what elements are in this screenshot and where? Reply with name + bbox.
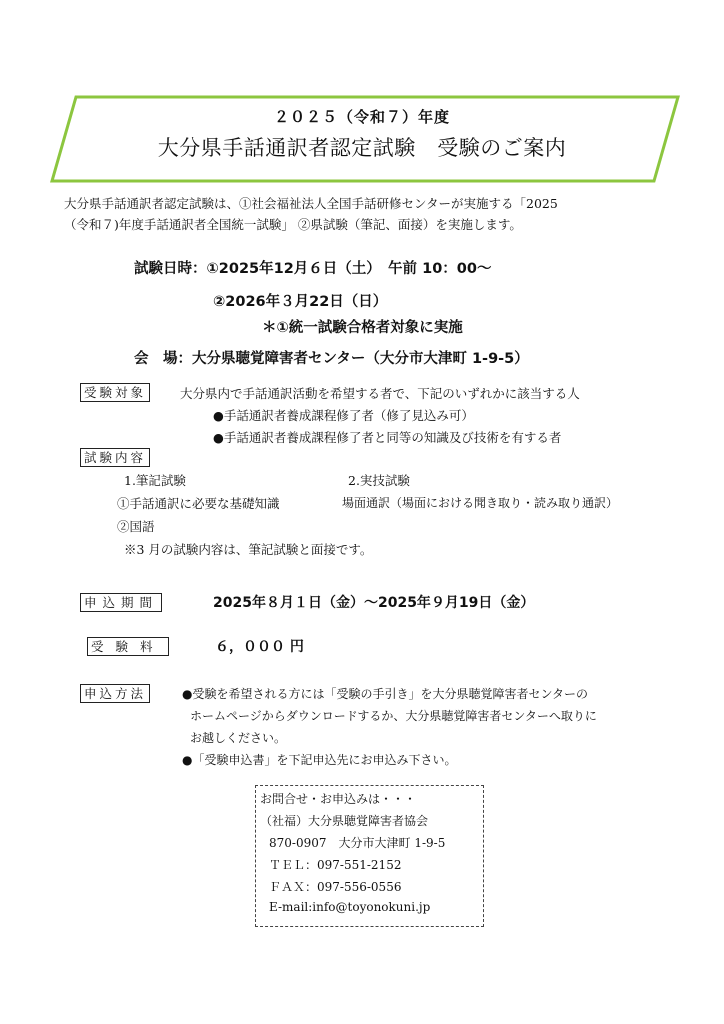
method-line: ホームページからダウンロードするか、大分県聴覚障害者センターへ取りに <box>190 709 597 723</box>
practical-item: 場面通訳（場面における聞き取り・読み取り通訳） <box>342 496 619 510</box>
contact-heading: お問合せ・お申込みは・・・ <box>260 792 417 806</box>
exam-date-2: ②2026年３月22日（日） <box>213 294 388 310</box>
fee-value: ６，０００ 円 <box>215 639 304 655</box>
practical-heading: 2.実技試験 <box>348 473 410 488</box>
venue-label: 会 場： <box>134 351 192 367</box>
content-note: ※3 月の試験内容は、筆記試験と面接です。 <box>124 542 373 557</box>
eligibility-label: 受験対象 <box>80 383 150 402</box>
contact-email: E-mail:info@toyonokuni.jp <box>269 900 431 914</box>
title-year: ２０２５（令和７）年度 <box>273 108 450 126</box>
exam-date-label: 試験日時： <box>134 261 207 277</box>
exam-date-row <box>134 257 491 278</box>
contact-org: （社福）大分県聴覚障害者協会 <box>260 814 429 828</box>
fee-label: 受験料 <box>87 637 169 656</box>
eligibility-text: 大分県内で手話通訳活動を希望する者で、下記のいずれかに該当する人 <box>180 386 580 401</box>
eligibility-item: ●手話通訳者養成課程修了者と同等の知識及び技術を有する者 <box>213 430 562 445</box>
contact-address: 870-0907 大分市大津町 1-9-5 <box>269 836 446 850</box>
venue-row <box>134 347 529 368</box>
written-item: ②国語 <box>117 519 155 534</box>
method-line: お越しください。 <box>190 731 287 745</box>
period-label: 申込期間 <box>80 593 162 612</box>
eligibility-item: ●手話通訳者養成課程修了者（修了見込み可） <box>213 408 474 423</box>
contact-box <box>255 785 484 927</box>
intro-line: （令和７)年度手話通訳者全国統一試験」 ②県試験（筆記、面接）を実施します。 <box>64 217 522 232</box>
venue-value: 大分県聴覚障害者センター（大分市大津町 1-9-5） <box>192 351 529 367</box>
contact-fax: ＦＡＸ：097-556-0556 <box>269 880 402 894</box>
page-title: 大分県手話通訳者認定試験 受験のご案内 <box>157 136 567 160</box>
exam-date-1: ①2025年12月６日（土） 午前 10：00～ <box>206 261 492 277</box>
period-value: 2025年８月１日（金）～2025年９月19日（金） <box>213 595 535 611</box>
intro-paragraph <box>64 193 664 235</box>
intro-line: 大分県手話通訳者認定試験は、①社会福祉法人全国手話研修センターが実施する「2025 <box>64 196 558 211</box>
exam-date-note: ＊①統一試験合格者対象に実施 <box>262 320 463 336</box>
content-label: 試験内容 <box>80 448 150 467</box>
method-line: ●受験を希望される方には「受験の手引き」を大分県聴覚障害者センターの <box>182 687 588 701</box>
method-label: 申込方法 <box>80 684 150 703</box>
written-heading: 1.筆記試験 <box>124 473 186 488</box>
contact-tel: ＴＥＬ：097-551-2152 <box>269 858 402 872</box>
method-line: ●「受験申込書」を下記申込先にお申込み下さい。 <box>182 753 457 767</box>
written-item: ①手話通訳に必要な基礎知識 <box>117 496 280 511</box>
